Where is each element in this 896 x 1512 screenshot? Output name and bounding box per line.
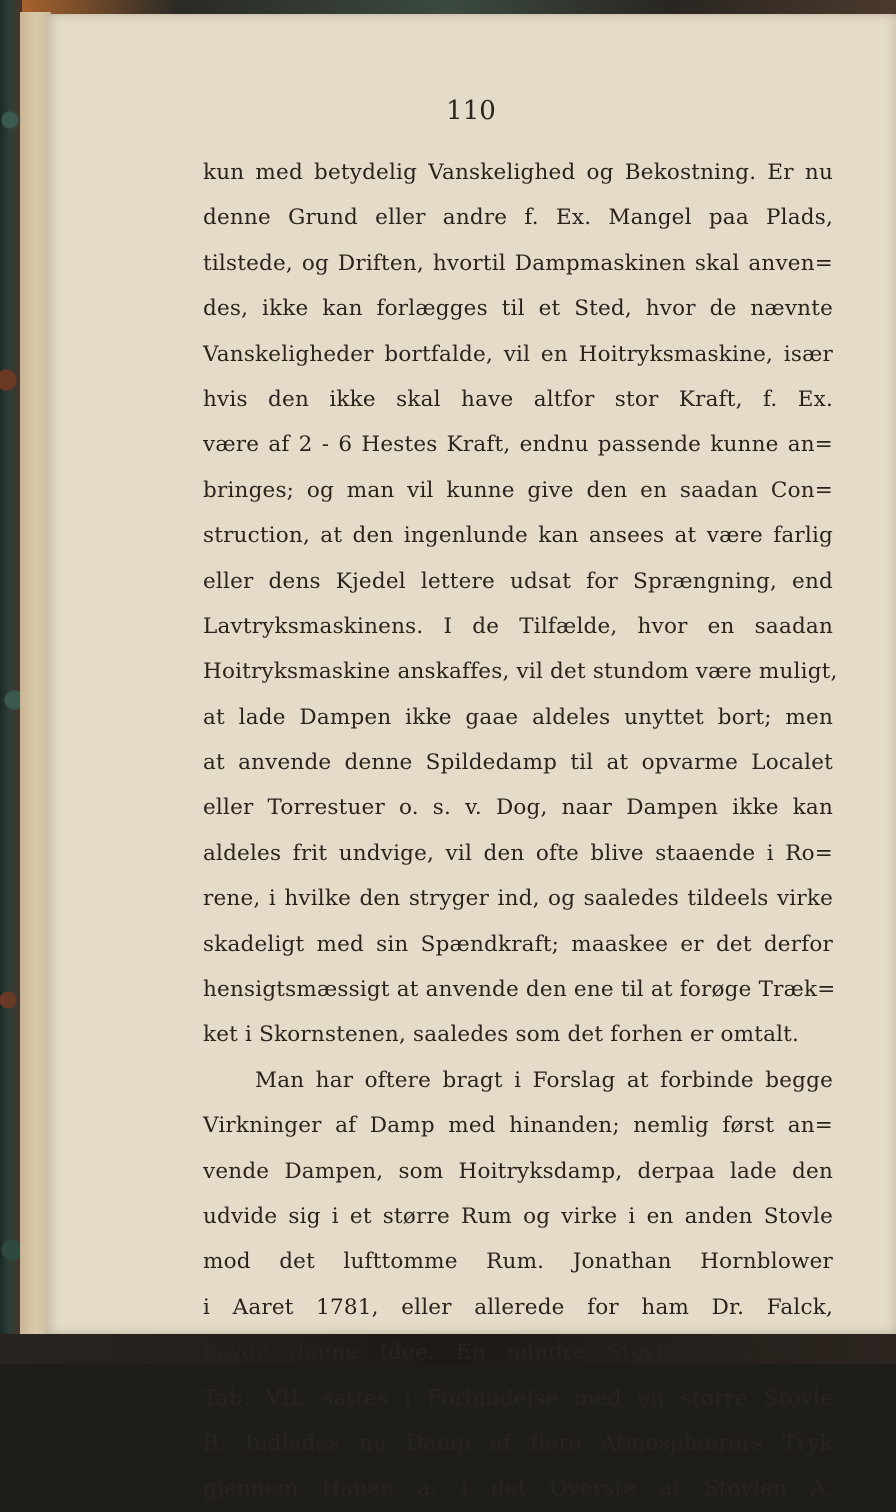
text-line: des, ikke kan forlægges til et Sted, hvor de nævnte [203, 296, 833, 322]
text-line: rene, i hvilke den stryger ind, og saaledes tildeels virke [203, 886, 833, 912]
text-line: ket i Skornstenen, saaledes som det forhen er omtalt. [203, 1022, 800, 1048]
text-line: hensigtsmæssigt at anvende den ene til at forøge Træk= [203, 977, 836, 1003]
text-line: B. Indlades nu Damp af flere Atmosphærers Tryk [203, 1430, 833, 1456]
text-line: Tab. VII, sattes i Forbindelse med en større Stovle [203, 1385, 833, 1411]
text-line: eller Torrestuer o. s. v. Dog, naar Dampen ikke kan [203, 795, 833, 821]
text-line: hvis den ikke skal have altfor stor Kraft, f. Ex. [203, 386, 833, 412]
text-line: udvide sig i et større Rum og virke i en anden Stovle [203, 1203, 833, 1229]
text-line: eller dens Kjedel lettere udsat for Sprængning, end [203, 568, 833, 594]
text-line: at lade Dampen ikke gaae aldeles unyttet bort; men [203, 704, 833, 730]
text-line: denne Grund eller andre f. Ex. Mangel paa Plads, [203, 205, 833, 231]
text-line: skadeligt med sin Spændkraft; maaskee er det derfor [203, 931, 833, 957]
marbled-cover-edge [0, 0, 22, 1364]
page-number: 110 [446, 96, 496, 126]
text-line: Virkninger af Damp med hinanden; nemlig først an= [203, 1113, 833, 1139]
text-line: at anvende denne Spildedamp til at opvarme Localet [203, 750, 833, 776]
body-text [203, 150, 838, 1512]
text-line: Vanskeligheder bortfalde, vil en Hoitryksmaskine, især [203, 341, 833, 367]
text-line: havde denne Idee. En mindre Stovle A, Fig. 20 [203, 1340, 833, 1366]
text-line: tilstede, og Driften, hvortil Dampmaskinen skal anven= [203, 250, 833, 276]
text-line: struction, at den ingenlunde kan ansees at være farlig [203, 523, 833, 549]
text-line: gjennem Hanen a, i det Overste af Stovlen A, [203, 1476, 833, 1502]
text-line: være af 2 - 6 Hestes Kraft, endnu passende kunne an= [203, 432, 833, 458]
text-line: Man har oftere bragt i Forslag at forbinde begge [255, 1067, 833, 1093]
text-line: bringes; og man vil kunne give den en saadan Con= [203, 477, 833, 503]
text-line: i Aaret 1781, eller allerede for ham Dr. Falck, [203, 1294, 833, 1320]
text-line: Hoitryksmaskine anskaffes, vil det stundom være muligt, [203, 659, 838, 685]
text-line: vende Dampen, som Hoitryksdamp, derpaa lade den [203, 1158, 833, 1184]
text-line: Lavtryksmaskinens. I de Tilfælde, hvor en saadan [203, 613, 833, 639]
text-line: aldeles frit undvige, vil den ofte blive staaende i Ro= [203, 840, 833, 866]
text-line: kun med betydelig Vanskelighed og Bekostning. Er nu [203, 160, 833, 185]
text-line: mod det lufttomme Rum. Jonathan Hornblower [203, 1249, 833, 1275]
book-cover-top [0, 0, 896, 14]
